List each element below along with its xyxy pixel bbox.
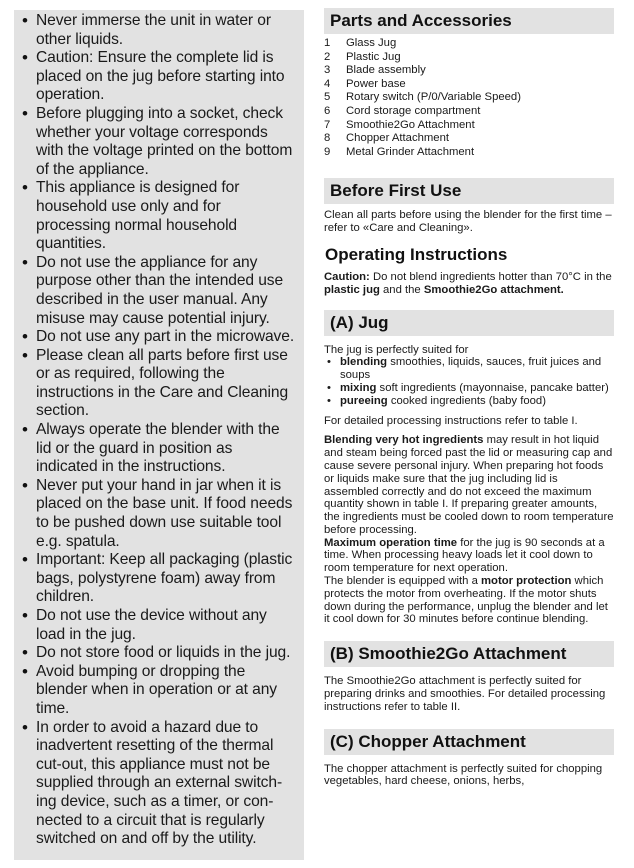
part-number: 4	[324, 77, 331, 90]
use-text: cooked ingredients (baby food)	[387, 394, 546, 407]
content-column	[324, 8, 614, 864]
max-bold: Maximum operation time	[324, 536, 458, 549]
before-first-use-text: Clean all parts before using the blender for the first time – refer to «Care and Cleaning».	[324, 209, 612, 235]
part-label: Smoothie2Go Attachment	[346, 118, 475, 131]
caution-text-part: Do not blend ingredients hotter than 70°C in the	[369, 270, 612, 283]
max-text: for the jug is 90 seconds at a time. When processing heavy loads let it cool down to room temperature for next operation.	[324, 536, 605, 575]
jug-table-ref: For detailed processing instructions refer to table I.	[324, 414, 578, 427]
list-item	[324, 64, 614, 78]
hot-text: may result in hot liquid and steam being forced past the lid or measuring cap and cause severe personal injury. When preparing hot foods or liquids make sure that the jug including lid is assembled correctly and do not exceed the maximum quantity shown in table I. If preparing greater amounts, the ingredients must be cooled down to room temperature before processing.	[324, 434, 614, 536]
part-label: Power base	[346, 77, 406, 90]
part-number: 7	[324, 118, 331, 131]
list-item	[324, 382, 614, 395]
safety-item: • Never put your hand in jar when it is placed on the base unit. If food needs to be pushed down use suitable tool e.g. spatula.	[22, 477, 298, 551]
part-label: Chopper Attachment	[346, 132, 449, 145]
part-label: Cord storage compartment	[346, 104, 481, 117]
chopper-heading: (C) Chopper Attachment	[324, 729, 614, 755]
before-first-use-heading: Before First Use	[324, 178, 614, 204]
part-number: 5	[324, 91, 331, 104]
max-time-text	[324, 537, 614, 575]
caution-label: Caution:	[324, 270, 370, 283]
list-item	[324, 395, 614, 408]
list-item	[324, 356, 614, 382]
list-item	[324, 78, 614, 92]
smoothie-heading: (B) Smoothie2Go Attachment	[324, 641, 614, 667]
operating-heading: Operating Instructions	[325, 244, 508, 264]
use-text: smoothies, liquids, sauces, fruit juices and soups	[340, 356, 602, 382]
jug-heading: (A) Jug	[324, 310, 614, 336]
motor-text-part: which protects the motor from overheating. If the motor shuts down during the performance, unplug the blender and let it cool down for 30 minutes before continue blending.	[324, 575, 608, 626]
safety-item: • Always operate the blender with the lid or the guard in position as indicated in the instructions.	[22, 421, 298, 477]
caution-bold-part: plastic jug	[324, 283, 380, 296]
safety-item: • Before plugging into a socket, check whether your voltage corresponds with the voltage printed on the bottom of the appliance.	[22, 105, 298, 179]
list-item	[324, 119, 614, 133]
caution-text	[324, 271, 614, 297]
part-number: 3	[324, 64, 331, 77]
part-label: Metal Grinder Attachment	[346, 145, 475, 158]
part-number: 9	[324, 145, 331, 158]
part-label: Plastic Jug	[346, 50, 401, 63]
chopper-text: The chopper attachment is perfectly suited for chopping vegetables, hard cheese, onions, herbs,	[324, 762, 603, 788]
caution-bold-part: Smoothie2Go attachment.	[423, 283, 564, 296]
safety-item: • Please clean all parts before first use or as required, following the instructions in the Care and Cleaning section.	[22, 347, 298, 421]
safety-item: • Avoid bumping or dropping the blender when in operation or at any time.	[22, 663, 298, 719]
safety-item: • Caution: Ensure the complete lid is placed on the jug before starting into operation.	[22, 49, 298, 105]
part-label: Rotary switch (P/0/Variable Speed)	[346, 91, 521, 104]
caution-text-part: and the	[379, 283, 424, 296]
safety-item: • Do not use the device without any load in the jug.	[22, 607, 298, 644]
safety-item: • This appliance is designed for household use only and for processing normal household quantities.	[22, 179, 298, 253]
safety-item: • Do not use the appliance for any purpose other than the intended use described in the user manual. Any misuse may cause potential injury.	[22, 254, 298, 328]
motor-text-part: The blender is equipped with a	[324, 575, 482, 588]
motor-bold: motor protection	[481, 575, 572, 588]
list-item	[324, 132, 614, 146]
safety-item: • Do not use any part in the microwave.	[22, 328, 298, 347]
part-number: 6	[324, 104, 331, 117]
safety-list	[22, 12, 298, 849]
safety-item: • Never immerse the unit in water or other liquids.	[22, 12, 298, 49]
part-label: Glass Jug	[346, 37, 397, 49]
use-bold: pureeing	[340, 394, 388, 407]
part-number: 1	[324, 37, 331, 49]
use-text: soft ingredients (mayonnaise, pancake batter)	[376, 381, 609, 394]
part-number: 2	[324, 50, 331, 63]
jug-intro: The jug is perfectly suited for	[324, 343, 469, 356]
safety-item: • Do not store food or liquids in the jug.	[22, 644, 298, 663]
hot-ingredients-text	[324, 434, 614, 536]
parts-heading: Parts and Accessories	[324, 8, 614, 34]
list-item	[324, 91, 614, 105]
safety-item: • Important: Keep all packaging (plastic bags, polystyrene foam) away from children.	[22, 551, 298, 607]
use-bold: blending	[340, 356, 388, 369]
part-label: Blade assembly	[346, 64, 426, 77]
list-item	[324, 105, 614, 119]
list-item	[324, 146, 614, 160]
use-bold: mixing	[340, 381, 377, 394]
list-item	[324, 51, 614, 65]
smoothie-text: The Smoothie2Go attachment is perfectly suited for preparing drinks and smoothies. For detailed processing instructions refer to table II.	[324, 675, 606, 713]
motor-protection-text	[324, 575, 614, 626]
parts-list	[324, 37, 614, 159]
list-item	[324, 37, 614, 51]
safety-panel	[14, 10, 304, 860]
part-number: 8	[324, 132, 331, 145]
jug-uses-list	[324, 356, 614, 407]
safety-item: • In order to avoid a hazard due to inadvertent resetting of the thermal cut-out, this appliance must not be supplied through an external switch-ing device, such as a timer, or con-nected to a circuit that is regularly switched on and off by the utility.	[22, 719, 298, 849]
hot-bold: Blending very hot ingredients	[324, 434, 484, 447]
